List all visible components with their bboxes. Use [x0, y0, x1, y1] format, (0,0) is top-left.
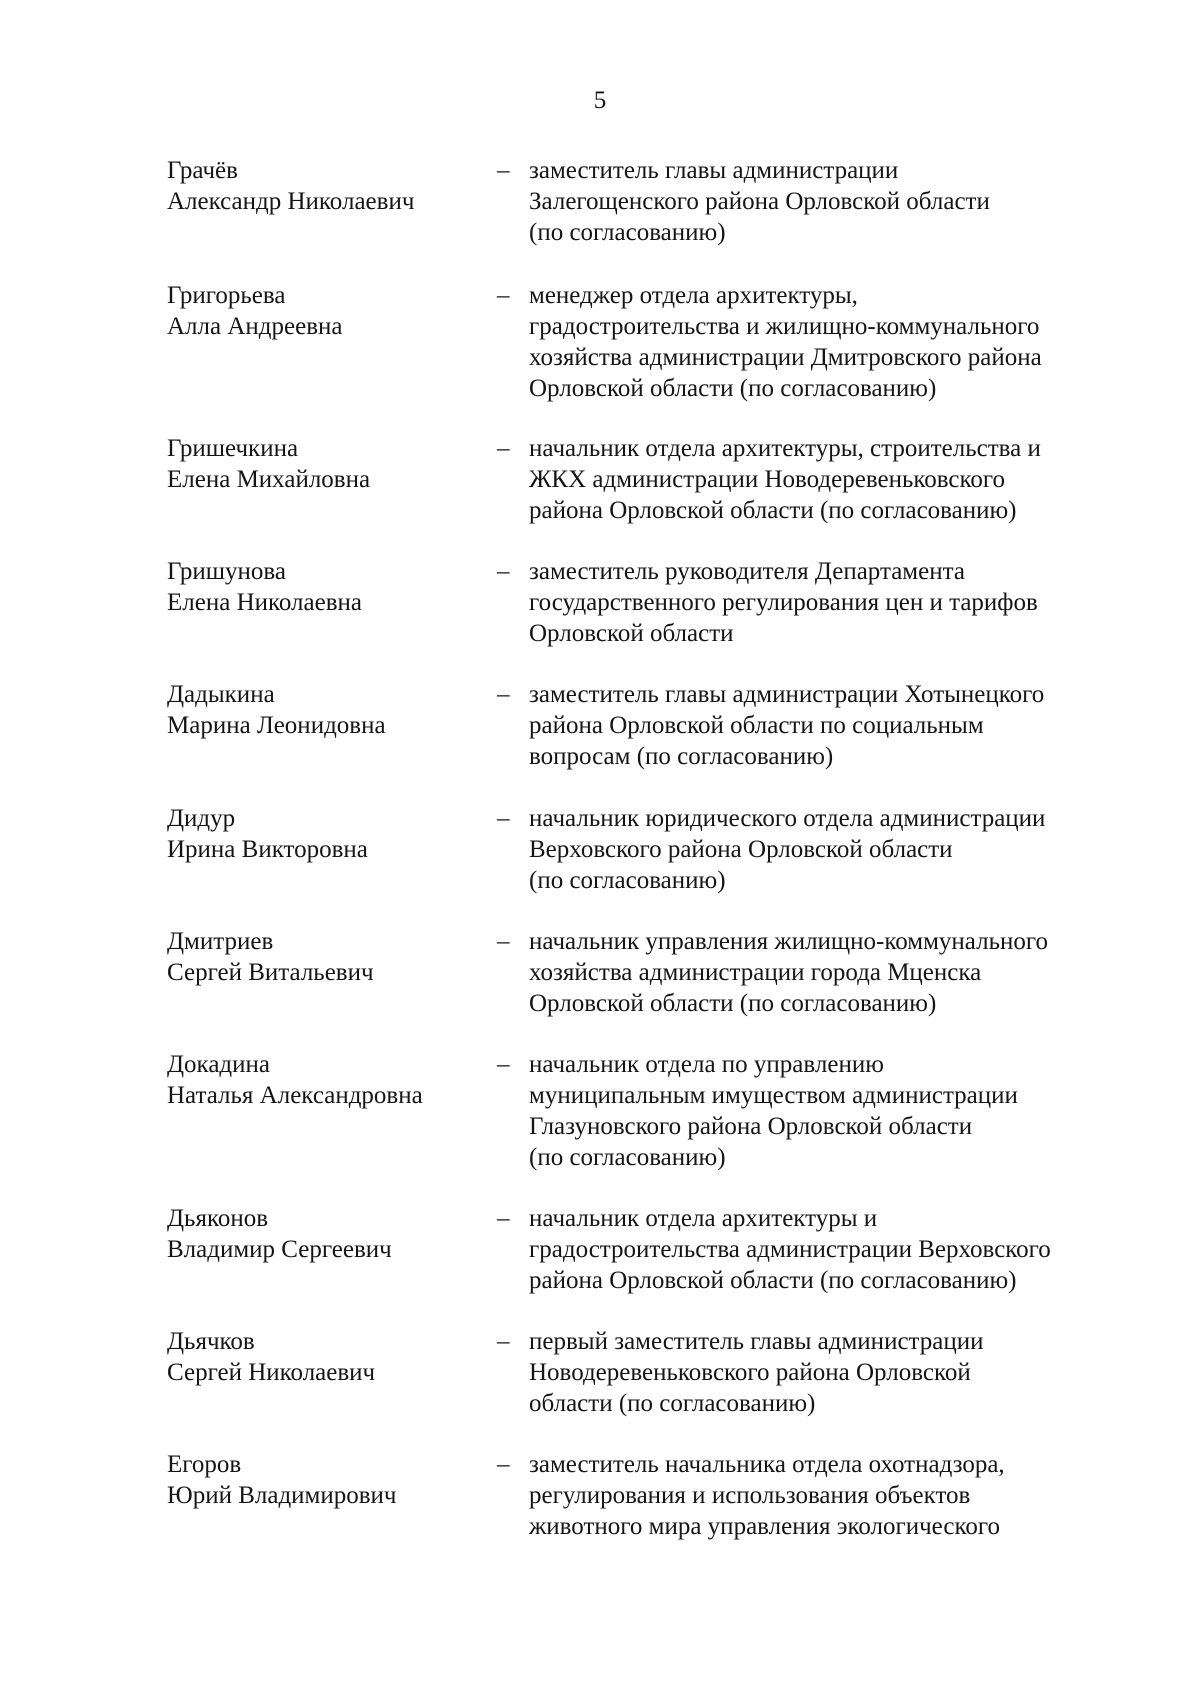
surname: Дидур [167, 805, 236, 832]
description-line: заместитель руководителя Департамента [529, 558, 965, 585]
person-name [167, 556, 497, 618]
surname: Докадина [167, 1051, 270, 1078]
description-line: государственного регулирования цен и тарифов [529, 589, 1038, 616]
description-line: Залегощенского района Орловской области [529, 188, 990, 215]
description-line: заместитель главы администрации Хотынецкого [529, 681, 1045, 708]
page-number: 5 [593, 87, 607, 114]
dash-separator: – [497, 435, 510, 462]
description-line: Орловской области [529, 620, 734, 647]
person-name [167, 1203, 497, 1265]
dash-separator: – [497, 681, 510, 708]
position-description [529, 1203, 1109, 1296]
description-line: (по согласованию) [529, 219, 726, 246]
description-line: начальник отдела по управлению [529, 1051, 884, 1078]
position-description [529, 280, 1109, 404]
description-line: области (по согласованию) [529, 1390, 816, 1417]
surname: Григорьева [167, 282, 286, 309]
dash-separator: – [497, 1051, 510, 1078]
person-name [167, 1449, 497, 1511]
description-line: первый заместитель главы администрации [529, 1328, 984, 1355]
description-line: ЖКХ администрации Новодеревеньковского [529, 466, 1006, 493]
given-names: Ирина Викторовна [167, 836, 368, 863]
given-names: Александр Николаевич [167, 188, 415, 215]
description-line: заместитель главы администрации [529, 157, 899, 184]
surname: Дмитриев [167, 928, 274, 955]
person-name [167, 433, 497, 495]
given-names: Алла Андреевна [167, 313, 343, 340]
person-name [167, 1049, 497, 1111]
position-description [529, 1326, 1109, 1419]
description-line: градостроительства администрации Верховского [529, 1236, 1051, 1263]
description-line: хозяйства администрации Дмитровского района [529, 344, 1042, 371]
position-description [529, 679, 1109, 772]
description-line: Новодеревеньковского района Орловской [529, 1359, 971, 1386]
given-names: Елена Николаевна [167, 589, 362, 616]
position-description [529, 1449, 1109, 1542]
description-line: менеджер отдела архитектуры, [529, 282, 858, 309]
person-name [167, 679, 497, 741]
description-line: хозяйства администрации города Мценска [529, 959, 982, 986]
surname: Дадыкина [167, 681, 275, 708]
description-line: животного мира управления экологического [529, 1513, 1000, 1540]
description-line: Орловской области (по согласованию) [529, 375, 937, 402]
person-name [167, 155, 497, 217]
surname: Егоров [167, 1451, 242, 1478]
description-line: района Орловской области (по согласованию) [529, 497, 1017, 524]
given-names: Елена Михайловна [167, 466, 371, 493]
dash-separator: – [497, 282, 510, 309]
person-name [167, 803, 497, 865]
surname: Дьяконов [167, 1205, 269, 1232]
surname: Гришечкина [167, 435, 299, 462]
dash-separator: – [497, 1205, 510, 1232]
dash-separator: – [497, 1328, 510, 1355]
description-line: Верховского района Орловской области [529, 836, 953, 863]
position-description [529, 556, 1109, 649]
description-line: (по согласованию) [529, 1144, 726, 1171]
position-description [529, 1049, 1109, 1173]
person-name [167, 1326, 497, 1388]
given-names: Сергей Витальевич [167, 959, 374, 986]
person-name [167, 280, 497, 342]
given-names: Сергей Николаевич [167, 1359, 376, 1386]
description-line: начальник отдела архитектуры, строительства и [529, 435, 1041, 462]
person-name [167, 926, 497, 988]
given-names: Владимир Сергеевич [167, 1236, 392, 1263]
given-names: Наталья Александровна [167, 1082, 423, 1109]
description-line: начальник управления жилищно-коммунального [529, 928, 1049, 955]
description-line: регулирования и использования объектов [529, 1482, 971, 1509]
dash-separator: – [497, 157, 510, 184]
description-line: вопросам (по согласованию) [529, 743, 834, 770]
dash-separator: – [497, 1451, 510, 1478]
description-line: заместитель начальника отдела охотнадзора, [529, 1451, 1005, 1478]
description-line: начальник юридического отдела администрации [529, 805, 1046, 832]
description-line: градостроительства и жилищно-коммунального [529, 313, 1040, 340]
dash-separator: – [497, 928, 510, 955]
dash-separator: – [497, 558, 510, 585]
dash-separator: – [497, 805, 510, 832]
surname: Гришунова [167, 558, 286, 585]
given-names: Юрий Владимирович [167, 1482, 397, 1509]
description-line: района Орловской области по социальным [529, 712, 984, 739]
description-line: Орловской области (по согласованию) [529, 990, 937, 1017]
description-line: района Орловской области (по согласованию) [529, 1267, 1017, 1294]
position-description [529, 433, 1109, 526]
description-line: муниципальным имуществом администрации [529, 1082, 1018, 1109]
given-names: Марина Леонидовна [167, 712, 386, 739]
surname: Грачёв [167, 157, 238, 184]
description-line: (по согласованию) [529, 867, 726, 894]
surname: Дьячков [167, 1328, 255, 1355]
description-line: начальник отдела архитектуры и [529, 1205, 878, 1232]
position-description [529, 155, 1109, 248]
description-line: Глазуновского района Орловской области [529, 1113, 973, 1140]
position-description [529, 803, 1109, 896]
position-description [529, 926, 1109, 1019]
